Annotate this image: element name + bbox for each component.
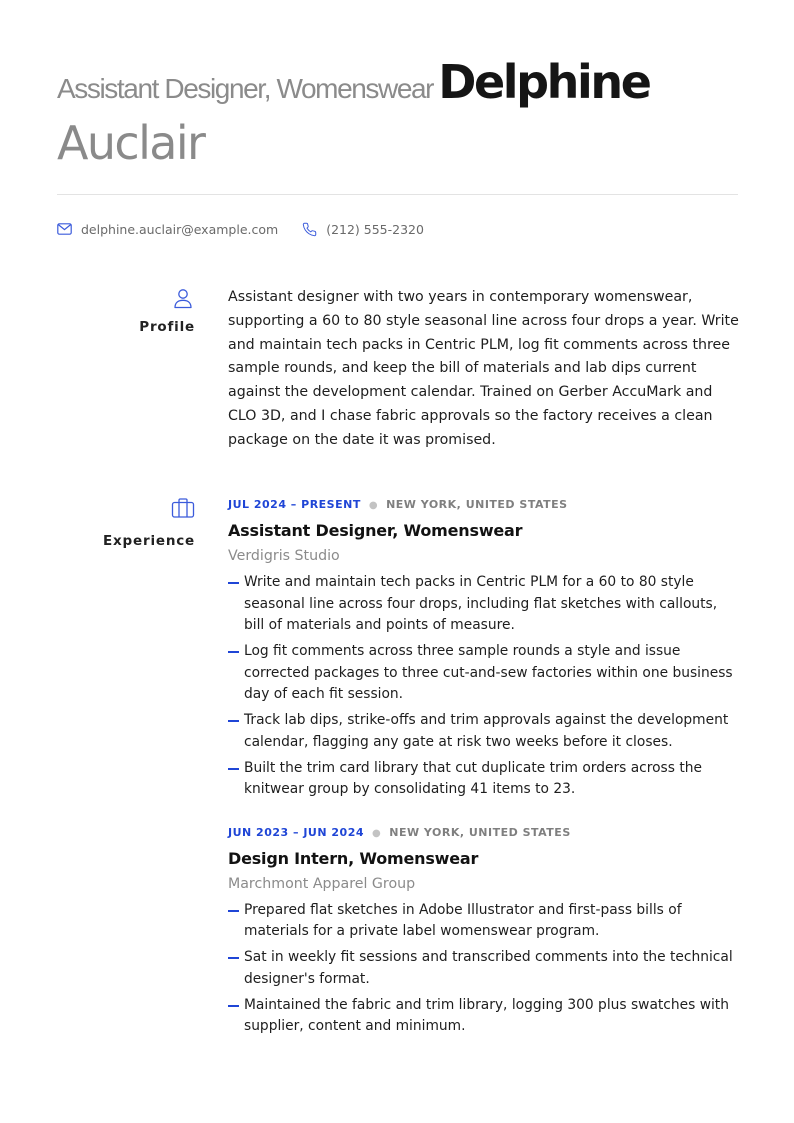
bullet-dash [228,957,239,959]
bullet-dash [228,582,239,584]
bullet-text: Track lab dips, strike-offs and trim approvals against the development calendar, flagging any gate at risk two weeks before it closes. [244,712,729,750]
bullet-dash [228,651,239,653]
separator-dot: ● [368,500,379,511]
job-title: Assistant Designer, Womenswear [228,521,523,540]
user-icon [172,287,194,309]
email-contact[interactable] [57,222,278,237]
bullet-text: Sat in weekly fit sessions and transcribed comments into the technical designer's format. [244,949,733,987]
job-bullet [228,710,740,753]
phone-text[interactable]: (212) 555-2320 [326,221,424,237]
bullet-text: Log fit comments across three sample rounds a style and issue corrected packages to three cut-and-sew factories within one business day of each fit session. [244,643,733,702]
job-company: Marchmont Apparel Group [228,875,416,892]
job-bullets [228,900,740,1038]
contact-bar [57,218,448,240]
profile-heading: Profile [139,319,195,335]
bullet-text: Prepared flat sketches in Adobe Illustrator and first-pass bills of materials for a private label womenswear program. [244,901,682,939]
bullet-text: Maintained the fabric and trim library, logging 300 plus swatches with supplier, content and minimum. [244,996,729,1034]
experience-label-column [57,497,195,549]
experience-body [228,497,740,1042]
role-title: Assistant Designer, Womenswear [57,73,434,104]
bullet-dash [228,910,239,912]
job-bullet [228,947,740,990]
job-bullet [228,900,740,943]
email-text[interactable]: delphine.auclair@example.com [81,221,279,237]
profile-text: Assistant designer with two years in contemporary womenswear, supporting a 60 to 80 style seasonal line across four drops a year. Write and maintain tech packs in Centric PLM, log fit comments across three sample rounds, and keep the bill of materials and lab dips current against the development calendar. Trained on Gerber AccuMark and CLO 3D, and I chase fabric approvals so the factory receives a clean package on the date it was promised. [228,289,739,448]
bullet-dash [228,1005,239,1007]
job-entry [228,825,740,1038]
experience-heading: Experience [103,533,195,549]
bullet-dash [228,720,239,722]
mail-icon [57,223,72,235]
separator-dot: ● [372,827,382,839]
job-entry [228,497,740,801]
job-meta [228,497,740,513]
job-location: NEW YORK, UNITED STATES [386,498,568,511]
header-divider [57,194,738,195]
job-bullet [228,758,740,801]
phone-icon [302,222,317,237]
job-meta [228,825,740,841]
job-bullet [228,641,740,706]
job-dates: JUL 2024 – PRESENT [228,498,361,511]
name-header [57,54,747,169]
briefcase-icon [171,497,195,519]
profile-body [228,286,740,453]
job-bullet [228,572,740,637]
job-bullets [228,572,740,801]
bullet-text: Built the trim card library that cut duplicate trim orders across the knitwear group by consolidating 41 items to 23. [244,759,702,797]
job-company: Verdigris Studio [228,548,340,564]
first-name: Delphine [438,55,650,109]
job-location: NEW YORK, UNITED STATES [389,825,571,839]
profile-label-column [57,287,195,335]
last-name: Auclair [57,116,205,170]
phone-contact[interactable] [302,222,424,237]
bullet-dash [228,768,239,770]
job-bullet [228,995,740,1038]
bullet-text: Write and maintain tech packs in Centric PLM for a 60 to 80 style seasonal line across four drops, including flat sketches with callouts, bill of materials and points of measure. [244,574,718,633]
job-title: Design Intern, Womenswear [228,848,479,868]
job-dates: JUN 2023 – JUN 2024 [228,825,365,839]
